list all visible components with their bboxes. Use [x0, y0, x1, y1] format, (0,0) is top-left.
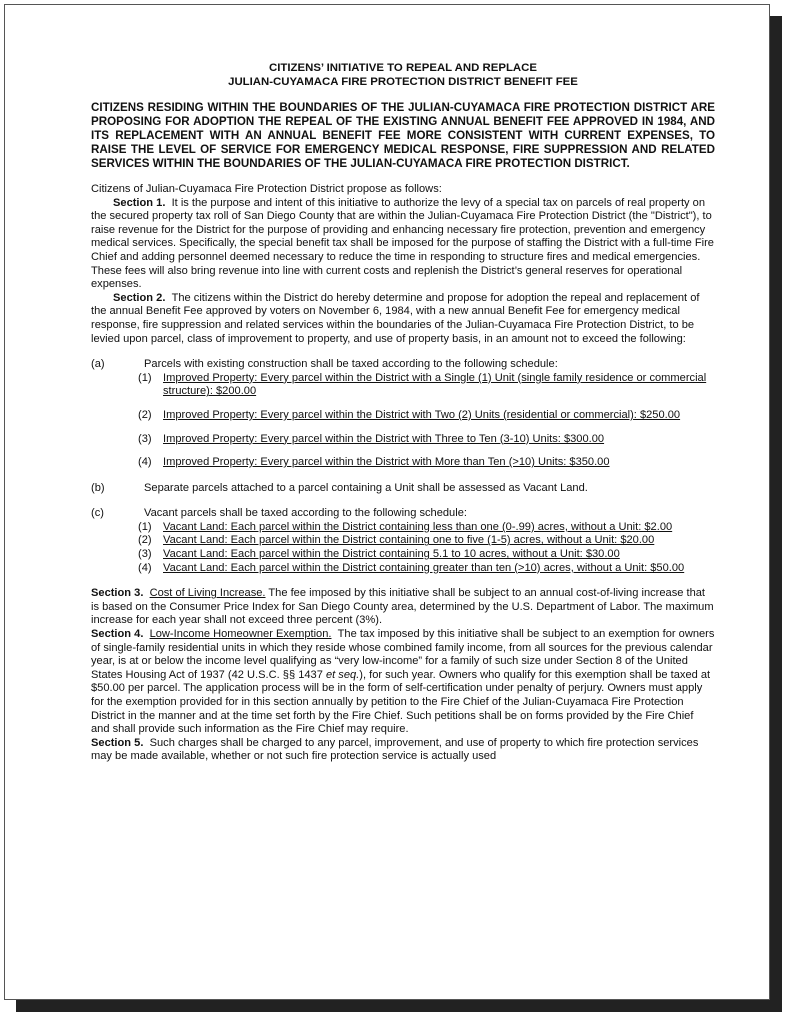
propose-line: Citizens of Julian-Cuyamaca Fire Protection District propose as follows:: [91, 183, 442, 195]
clause-a: [91, 358, 715, 372]
list-item: (2) Improved Property: Every parcel within the District with Two (2) Units (residential or commercial): $250.00: [138, 408, 681, 421]
section-3-text: The fee imposed by this initiative shall be subject to an annual cost-of-living increase that is based on the Consumer Price Index for San Diego County area, determined by the U.S. Department of Labor. The maximum increase for each year shall not exceed three percent (3%).: [91, 587, 714, 627]
document-page: [4, 4, 770, 1000]
list-item: (1) Vacant Land: Each parcel within the District containing less than one (0-.99) acres, without a Unit: $2.00: [138, 520, 673, 533]
section-4-heading: Low-Income Homeowner Exemption.: [149, 628, 332, 641]
clause-c: [91, 507, 715, 521]
document-title: [91, 61, 715, 89]
section-4-text-1: The tax imposed by this initiative shall be subject to an exemption for owners of single-family residential units in which they reside whose combined family income, from all sources for the previous calendar year, is at or below the income level qualifying as “very low-income” for a family of such size under Section 8 of the United States Housing Act of 1937 (42 U.S.C. §§ 1437: [91, 628, 715, 681]
section-5-text: Such charges shall be charged to any parcel, improvement, and use of property to which fire protection services may be made available, whether or not such fire protection service is actually used: [91, 736, 699, 763]
section-4: [91, 628, 715, 737]
section-2-label: Section 2.: [113, 291, 166, 304]
clause-c-schedule: [138, 521, 715, 575]
list-item: (2) Vacant Land: Each parcel within the District containing one to five (1-5) acres, without a Unit: $20.00: [138, 534, 655, 547]
clause-c-label: (c): [91, 507, 104, 520]
clause-a-text: Parcels with existing construction shall be taxed according to the following schedule:: [144, 358, 558, 371]
section-1-text: It is the purpose and intent of this initiative to authorize the levy of a special tax on parcels of real property on the secured property tax roll of San Diego County that are within the Julian-Cuyamaca Fire Protection District (the "District"), to raise revenue for the District for the purpose of providing and enhancing necessary fire protection, prevention and emergency medical services. Specifically, the special benefit tax shall be imposed for the purpose of staffing the District with a full-time Fire Chief and adding personnel deemed necessary to reduce the time in responding to structure fires and medical emergencies. These fees will also bring revenue into line with current costs and replenish the District’s general reserves for operational expenses.: [91, 196, 714, 291]
section-1: [91, 197, 715, 292]
section-2: [91, 292, 715, 346]
intro-paragraph: CITIZENS RESIDING WITHIN THE BOUNDARIES OF THE JULIAN-CUYAMACA FIRE PROTECTION DISTRICT ARE PROPOSING FOR ADOPTION THE REPEAL OF THE EXISTING ANNUAL BENEFIT FEE APPROVED IN 1984, AND ITS REPLACEMENT WITH AN ANNUAL BENEFIT FEE MORE CONSISTENT WITH CURRENT EXPENSES, TO RAISE THE LEVEL OF SERVICE FOR EMERGENCY MEDICAL RESPONSE, FIRE SUPPRESSION AND RELATED SERVICES WITHIN THE BOUNDARIES OF THE JULIAN-CUYAMACA FIRE PROTECTION DISTRICT.: [91, 101, 715, 170]
clause-a-label: (a): [91, 358, 105, 371]
section-4-text-2: ), for such year. Owners who qualify for this exemption shall be taxed at $50.00 per parcel. The application process will be in the form of self-certification under penalty of perjury. Owners must apply for the exemption provided for in this section annually by petition to the Fire Chief of the Julian-Cuyamaca Fire Protection District in the manner and at the time set forth by the Fire Chief. Such petitions shall be on forms provided by the Fire Chief and shall provide such information as the Fire Chief may require.: [91, 668, 711, 736]
section-3-heading: Cost of Living Increase.: [149, 587, 266, 600]
clause-b: [91, 482, 715, 496]
section-2-text: The citizens within the District do hereby determine and propose for adoption the repeal and replacement of the annual Benefit Fee approved by voters on November 6, 1984, with a new annual Benefit Fee for emergency medical response, fire suppression and related services within the boundaries of the Julian-Cuyamaca Fire Protection District, to be levied upon parcel, class of improvement to property, and use of property basis, in an amount not to exceed the following:: [91, 291, 700, 345]
section-3: [91, 587, 715, 628]
title-line-1: CITIZENS’ INITIATIVE TO REPEAL AND REPLACE: [269, 62, 537, 74]
section-4-label: Section 4.: [91, 628, 144, 641]
section-4-italic: et seq.: [325, 668, 360, 681]
clause-c-text: Vacant parcels shall be taxed according to the following schedule:: [144, 507, 467, 520]
document-body: [91, 61, 715, 764]
clause-b-text: Separate parcels attached to a parcel containing a Unit shall be assessed as Vacant Land.: [144, 481, 588, 494]
clause-a-schedule: [138, 372, 715, 470]
list-item: (4) Vacant Land: Each parcel within the District containing greater than ten (>10) acres, without a Unit: $50.00: [138, 561, 685, 574]
section-3-label: Section 3.: [91, 587, 144, 600]
section-5-label: Section 5.: [91, 736, 144, 749]
list-item: (3) Vacant Land: Each parcel within the District containing 5.1 to 10 acres, without a Unit: $30.00: [138, 548, 620, 561]
title-line-2: JULIAN-CUYAMACA FIRE PROTECTION DISTRICT BENEFIT FEE: [228, 76, 578, 88]
list-item: (3) Improved Property: Every parcel within the District with Three to Ten (3-10) Units: $300.00: [138, 432, 605, 445]
list-item: (1) Improved Property: Every parcel within the District with a Single (1) Unit (single family residence or commercial structure): $200.00: [138, 371, 707, 398]
section-1-label: Section 1.: [113, 196, 166, 209]
section-5: [91, 737, 715, 764]
list-item: (4) Improved Property: Every parcel within the District with More than Ten (>10) Units: $350.00: [138, 456, 610, 469]
clause-b-label: (b): [91, 481, 105, 494]
